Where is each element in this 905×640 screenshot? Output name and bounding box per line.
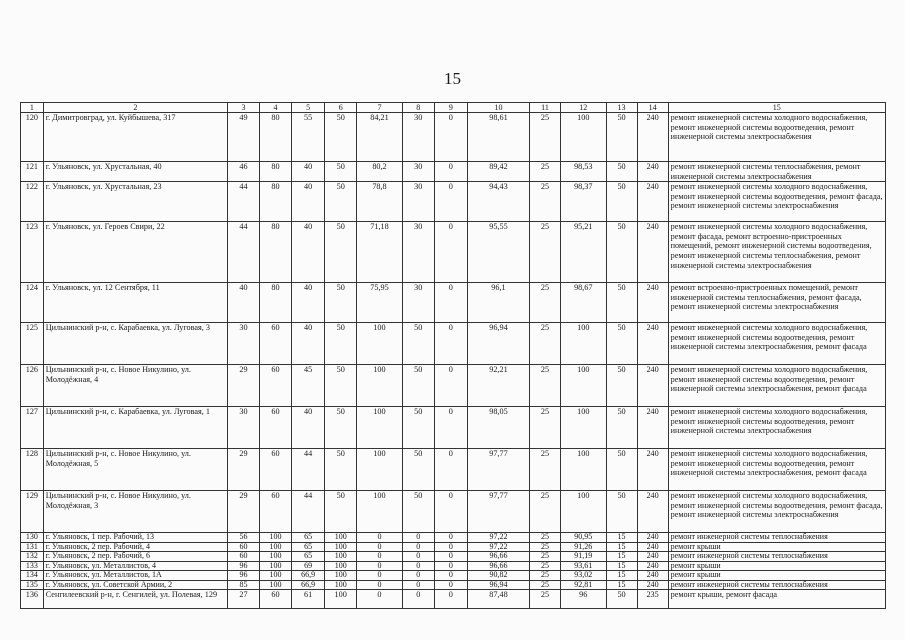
work-description-cell: ремонт инженерной системы теплоснабжения	[668, 580, 885, 590]
table-cell: 91,26	[561, 542, 607, 552]
table-cell: 50	[325, 162, 357, 182]
table-cell: 127	[21, 407, 44, 449]
table-cell: 0	[402, 552, 434, 562]
table-row	[21, 580, 886, 590]
table-cell: 50	[325, 222, 357, 283]
table-cell: 240	[637, 365, 668, 407]
table-cell: 0	[434, 162, 467, 182]
table-cell: 56	[227, 533, 259, 543]
table-cell: 65	[292, 542, 325, 552]
table-cell: 40	[292, 283, 325, 323]
address-cell: Цильнинский р-н, с. Карабаевка, ул. Луговая, 3	[43, 323, 227, 365]
table-cell: 130	[21, 533, 44, 543]
table-cell: 66,9	[292, 580, 325, 590]
table-cell: 100	[561, 365, 607, 407]
header-cell: 8	[402, 103, 434, 113]
table-cell: 60	[259, 590, 291, 609]
table-cell: 95,21	[561, 222, 607, 283]
table-cell: 15	[606, 533, 637, 543]
table-cell: 25	[529, 542, 560, 552]
table-cell: 0	[402, 590, 434, 609]
table-cell: 40	[292, 407, 325, 449]
page-number: 15	[444, 69, 461, 88]
table-cell: 25	[529, 449, 560, 491]
table-cell: 60	[259, 365, 291, 407]
table-cell: 29	[227, 491, 259, 533]
table-cell: 80	[259, 283, 291, 323]
table-cell: 100	[259, 580, 291, 590]
table-cell: 50	[325, 323, 357, 365]
table-cell: 29	[227, 449, 259, 491]
table-cell: 0	[434, 571, 467, 581]
table-cell: 0	[434, 182, 467, 222]
table-cell: 85	[227, 580, 259, 590]
address-cell: г. Ульяновск, 2 пер. Рабочий, 4	[43, 542, 227, 552]
table-cell: 50	[606, 182, 637, 222]
table-cell: 50	[325, 283, 357, 323]
table-cell: 50	[606, 113, 637, 162]
work-description-cell: ремонт крыши	[668, 561, 885, 571]
table-cell: 30	[402, 283, 434, 323]
table-cell: 80	[259, 113, 291, 162]
table-cell: 25	[529, 222, 560, 283]
table-cell: 80	[259, 222, 291, 283]
table-cell: 100	[357, 407, 403, 449]
table-cell: 0	[357, 590, 403, 609]
table-cell: 125	[21, 323, 44, 365]
table-cell: 40	[292, 323, 325, 365]
table-cell: 15	[606, 571, 637, 581]
table-cell: 96,94	[467, 323, 529, 365]
table-cell: 100	[259, 552, 291, 562]
table-cell: 25	[529, 571, 560, 581]
table-cell: 100	[561, 323, 607, 365]
table-cell: 93,61	[561, 561, 607, 571]
table-cell: 98,05	[467, 407, 529, 449]
table-cell: 96,1	[467, 283, 529, 323]
table-cell: 0	[434, 491, 467, 533]
table-cell: 50	[402, 491, 434, 533]
table-row	[21, 407, 886, 449]
table-cell: 0	[434, 407, 467, 449]
table-cell: 25	[529, 182, 560, 222]
table-cell: 133	[21, 561, 44, 571]
table-cell: 50	[325, 182, 357, 222]
table-row	[21, 449, 886, 491]
table-cell: 98,67	[561, 283, 607, 323]
table-cell: 0	[357, 561, 403, 571]
table-cell: 0	[434, 222, 467, 283]
table-cell: 44	[292, 491, 325, 533]
header-cell: 9	[434, 103, 467, 113]
address-cell: г. Ульяновск, ул. Советской Армии, 2	[43, 580, 227, 590]
table-cell: 0	[434, 552, 467, 562]
work-description-cell: ремонт инженерной системы холодного водоснабжения, ремонт инженерной системы водоотведения, ремонт инженерной системы электроснабжения, ремонт фасада	[668, 365, 885, 407]
table-cell: 235	[637, 590, 668, 609]
table-cell: 78,8	[357, 182, 403, 222]
table-cell: 40	[292, 222, 325, 283]
table-cell: 128	[21, 449, 44, 491]
header-cell: 7	[357, 103, 403, 113]
table-cell: 80	[259, 162, 291, 182]
table-cell: 124	[21, 283, 44, 323]
header-cell: 15	[668, 103, 885, 113]
table-cell: 65	[292, 533, 325, 543]
header-cell: 13	[606, 103, 637, 113]
table-cell: 50	[402, 407, 434, 449]
table-cell: 120	[21, 113, 44, 162]
table-cell: 50	[606, 283, 637, 323]
work-description-cell: ремонт встроенно-пристроенных помещений, ремонт инженерной системы теплоснабжения, ремонт фасада, ремонт инженерной системы электроснабжения	[668, 283, 885, 323]
table-cell: 45	[292, 365, 325, 407]
work-description-cell: ремонт инженерной системы холодного водоснабжения, ремонт инженерной системы водоотведения, ремонт инженерной системы электроснабжения	[668, 407, 885, 449]
data-table	[20, 102, 886, 609]
table-cell: 25	[529, 323, 560, 365]
table-cell: 50	[606, 162, 637, 182]
table-row	[21, 533, 886, 543]
table-cell: 0	[434, 323, 467, 365]
table-cell: 25	[529, 580, 560, 590]
table-cell: 0	[402, 542, 434, 552]
table-cell: 240	[637, 407, 668, 449]
table-cell: 40	[292, 162, 325, 182]
table-cell: 91,19	[561, 552, 607, 562]
table-cell: 50	[402, 323, 434, 365]
table-body	[21, 103, 886, 609]
work-description-cell: ремонт инженерной системы холодного водоснабжения, ремонт инженерной системы водоотведения, ремонт фасада, ремонт инженерной системы электроснабжения	[668, 491, 885, 533]
address-cell: г. Ульяновск, ул. Героев Свири, 22	[43, 222, 227, 283]
table-cell: 100	[561, 491, 607, 533]
table-row	[21, 590, 886, 609]
table-cell: 98,61	[467, 113, 529, 162]
table-cell: 97,77	[467, 491, 529, 533]
table-cell: 96	[227, 561, 259, 571]
work-description-cell: ремонт инженерной системы холодного водоснабжения, ремонт инженерной системы водоотведения, ремонт фасада, ремонт инженерной системы электроснабжения	[668, 182, 885, 222]
table-cell: 0	[402, 533, 434, 543]
table-cell: 49	[227, 113, 259, 162]
table-cell: 100	[561, 113, 607, 162]
address-cell: г. Ульяновск, ул. 12 Сентября, 11	[43, 283, 227, 323]
address-cell: Цильнинский р-н, с. Новое Никулино, ул. Молодёжная, 4	[43, 365, 227, 407]
table-cell: 25	[529, 491, 560, 533]
table-cell: 100	[325, 542, 357, 552]
table-cell: 100	[325, 552, 357, 562]
table-cell: 30	[402, 113, 434, 162]
table-cell: 100	[259, 561, 291, 571]
table-cell: 100	[561, 449, 607, 491]
work-description-cell: ремонт инженерной системы холодного водоснабжения, ремонт инженерной системы водоотведения, ремонт инженерной системы электроснабжения, ремонт фасада	[668, 449, 885, 491]
table-row	[21, 162, 886, 182]
table-cell: 50	[606, 365, 637, 407]
table-cell: 66,9	[292, 571, 325, 581]
table-cell: 0	[357, 552, 403, 562]
table-cell: 100	[357, 449, 403, 491]
table-cell: 25	[529, 590, 560, 609]
table-cell: 30	[402, 162, 434, 182]
table-cell: 0	[402, 571, 434, 581]
table-cell: 240	[637, 561, 668, 571]
table-cell: 0	[434, 449, 467, 491]
table-cell: 100	[357, 365, 403, 407]
table-cell: 44	[227, 182, 259, 222]
table-cell: 60	[259, 491, 291, 533]
table-cell: 0	[357, 542, 403, 552]
table-row	[21, 323, 886, 365]
table-cell: 240	[637, 580, 668, 590]
table-row	[21, 283, 886, 323]
work-description-cell: ремонт инженерной системы теплоснабжения	[668, 552, 885, 562]
table-cell: 60	[259, 407, 291, 449]
header-cell: 4	[259, 103, 291, 113]
address-cell: Сенгилеевский р-н, г. Сенгилей, ул. Полевая, 129	[43, 590, 227, 609]
table-cell: 71,18	[357, 222, 403, 283]
table-cell: 0	[434, 113, 467, 162]
table-row	[21, 182, 886, 222]
table-cell: 100	[357, 491, 403, 533]
work-description-cell: ремонт инженерной системы холодного водоснабжения, ремонт фасада, ремонт встроенно-пристроенных помещений, ремонт инженерной системы водоотведения, ремонт инженерной системы теплоснабжения, ремонт инженерной системы электроснабжения	[668, 222, 885, 283]
table-cell: 50	[325, 491, 357, 533]
table-cell: 100	[325, 590, 357, 609]
table-cell: 240	[637, 283, 668, 323]
table-cell: 100	[259, 542, 291, 552]
table-cell: 30	[402, 222, 434, 283]
address-cell: Цильнинский р-н, с. Новое Никулино, ул. Молодёжная, 3	[43, 491, 227, 533]
address-cell: г. Ульяновск, 2 пер. Рабочий, 6	[43, 552, 227, 562]
work-description-cell: ремонт инженерной системы теплоснабжения	[668, 533, 885, 543]
header-cell: 11	[529, 103, 560, 113]
table-cell: 0	[434, 365, 467, 407]
table-cell: 94,43	[467, 182, 529, 222]
table-cell: 15	[606, 542, 637, 552]
table-row	[21, 222, 886, 283]
header-cell: 10	[467, 103, 529, 113]
table-cell: 80,2	[357, 162, 403, 182]
address-cell: г. Ульяновск, 1 пер. Рабочий, 13	[43, 533, 227, 543]
table-cell: 50	[606, 590, 637, 609]
header-cell: 14	[637, 103, 668, 113]
table-cell: 240	[637, 162, 668, 182]
table-cell: 25	[529, 113, 560, 162]
table-cell: 98,37	[561, 182, 607, 222]
table-cell: 240	[637, 542, 668, 552]
table-cell: 90,95	[561, 533, 607, 543]
table-cell: 44	[292, 449, 325, 491]
table-cell: 132	[21, 552, 44, 562]
table-cell: 61	[292, 590, 325, 609]
table-cell: 0	[402, 561, 434, 571]
table-cell: 93,02	[561, 571, 607, 581]
table-cell: 80	[259, 182, 291, 222]
table-cell: 240	[637, 491, 668, 533]
table-cell: 0	[434, 580, 467, 590]
table-cell: 0	[434, 283, 467, 323]
table-cell: 50	[402, 365, 434, 407]
table-cell: 25	[529, 283, 560, 323]
table-cell: 25	[529, 162, 560, 182]
table-cell: 131	[21, 542, 44, 552]
table-cell: 240	[637, 182, 668, 222]
table-cell: 97,22	[467, 533, 529, 543]
table-row	[21, 552, 886, 562]
table-cell: 30	[402, 182, 434, 222]
table-cell: 25	[529, 365, 560, 407]
table-cell: 50	[606, 323, 637, 365]
table-cell: 129	[21, 491, 44, 533]
table-cell: 96	[227, 571, 259, 581]
table-cell: 90,82	[467, 571, 529, 581]
table-cell: 50	[325, 449, 357, 491]
table-cell: 60	[259, 449, 291, 491]
table-cell: 95,55	[467, 222, 529, 283]
table-cell: 46	[227, 162, 259, 182]
table-row	[21, 561, 886, 571]
table-cell: 50	[325, 407, 357, 449]
header-cell: 1	[21, 103, 44, 113]
table-cell: 100	[325, 561, 357, 571]
table-cell: 50	[325, 365, 357, 407]
table-cell: 15	[606, 552, 637, 562]
table-cell: 96,94	[467, 580, 529, 590]
table-cell: 121	[21, 162, 44, 182]
table-cell: 136	[21, 590, 44, 609]
address-cell: г. Ульяновск, ул. Металлистов, 4	[43, 561, 227, 571]
table-cell: 50	[606, 449, 637, 491]
table-cell: 75,95	[357, 283, 403, 323]
table-cell: 92,81	[561, 580, 607, 590]
table-cell: 25	[529, 533, 560, 543]
work-description-cell: ремонт крыши	[668, 542, 885, 552]
table-cell: 25	[529, 407, 560, 449]
work-description-cell: ремонт инженерной системы теплоснабжения, ремонт инженерной системы электроснабжения	[668, 162, 885, 182]
table-cell: 15	[606, 580, 637, 590]
table-cell: 240	[637, 552, 668, 562]
table-cell: 96,66	[467, 552, 529, 562]
table-cell: 50	[606, 222, 637, 283]
table-cell: 100	[325, 571, 357, 581]
table-cell: 60	[259, 323, 291, 365]
table-cell: 100	[561, 407, 607, 449]
table-row	[21, 365, 886, 407]
table-cell: 25	[529, 561, 560, 571]
table-cell: 135	[21, 580, 44, 590]
table-cell: 0	[357, 571, 403, 581]
table-cell: 100	[259, 571, 291, 581]
table-cell: 240	[637, 533, 668, 543]
table-row	[21, 542, 886, 552]
table-cell: 0	[434, 561, 467, 571]
table-cell: 15	[606, 561, 637, 571]
table-cell: 29	[227, 365, 259, 407]
table-cell: 55	[292, 113, 325, 162]
address-cell: Цильнинский р-н, с. Карабаевка, ул. Луговая, 1	[43, 407, 227, 449]
table-cell: 123	[21, 222, 44, 283]
table-cell: 240	[637, 113, 668, 162]
table-cell: 100	[259, 533, 291, 543]
table-cell: 126	[21, 365, 44, 407]
table-cell: 44	[227, 222, 259, 283]
table-cell: 50	[606, 491, 637, 533]
table-cell: 0	[434, 533, 467, 543]
table-cell: 60	[227, 542, 259, 552]
table-cell: 240	[637, 571, 668, 581]
table-cell: 98,53	[561, 162, 607, 182]
table-cell: 40	[292, 182, 325, 222]
table-cell: 100	[325, 580, 357, 590]
address-cell: г. Ульяновск, ул. Хрустальная, 23	[43, 182, 227, 222]
address-cell: Цильнинский р-н, с. Новое Никулино, ул. Молодёжная, 5	[43, 449, 227, 491]
header-cell: 3	[227, 103, 259, 113]
table-cell: 0	[357, 580, 403, 590]
address-cell: г. Ульяновск, ул. Металлистов, 1А	[43, 571, 227, 581]
header-cell: 12	[561, 103, 607, 113]
table-cell: 0	[434, 590, 467, 609]
table-cell: 40	[227, 283, 259, 323]
table-cell: 50	[402, 449, 434, 491]
work-description-cell: ремонт инженерной системы холодного водоснабжения, ремонт инженерной системы водоотведения, ремонт инженерной системы электроснабжения, ремонт фасада	[668, 323, 885, 365]
table-row	[21, 571, 886, 581]
table-cell: 96,66	[467, 561, 529, 571]
table-cell: 92,21	[467, 365, 529, 407]
table-cell: 30	[227, 407, 259, 449]
table-cell: 50	[606, 407, 637, 449]
table-cell: 100	[325, 533, 357, 543]
table-cell: 134	[21, 571, 44, 581]
work-description-cell: ремонт инженерной системы холодного водоснабжения, ремонт инженерной системы водоотведения, ремонт инженерной системы электроснабжения	[668, 113, 885, 162]
table-row	[21, 113, 886, 162]
table-cell: 0	[402, 580, 434, 590]
table-cell: 60	[227, 552, 259, 562]
table-row	[21, 491, 886, 533]
table-cell: 240	[637, 323, 668, 365]
table-cell: 69	[292, 561, 325, 571]
table-cell: 97,22	[467, 542, 529, 552]
table-cell: 27	[227, 590, 259, 609]
header-cell: 6	[325, 103, 357, 113]
table-cell: 65	[292, 552, 325, 562]
address-cell: г. Ульяновск, ул. Хрустальная, 40	[43, 162, 227, 182]
work-description-cell: ремонт крыши, ремонт фасада	[668, 590, 885, 609]
table-cell: 96	[561, 590, 607, 609]
work-description-cell: ремонт крыши	[668, 571, 885, 581]
table-cell: 240	[637, 222, 668, 283]
table-cell: 100	[357, 323, 403, 365]
table-header-row	[21, 103, 886, 113]
table-cell: 25	[529, 552, 560, 562]
table-cell: 0	[357, 533, 403, 543]
table-cell: 122	[21, 182, 44, 222]
table-cell: 84,21	[357, 113, 403, 162]
table-cell: 89,42	[467, 162, 529, 182]
table-cell: 240	[637, 449, 668, 491]
table-cell: 50	[325, 113, 357, 162]
table-cell: 97,77	[467, 449, 529, 491]
table-cell: 0	[434, 542, 467, 552]
header-cell: 2	[43, 103, 227, 113]
table-cell: 87,48	[467, 590, 529, 609]
table-cell: 30	[227, 323, 259, 365]
header-cell: 5	[292, 103, 325, 113]
address-cell: г. Димитровград, ул. Куйбышева, 317	[43, 113, 227, 162]
